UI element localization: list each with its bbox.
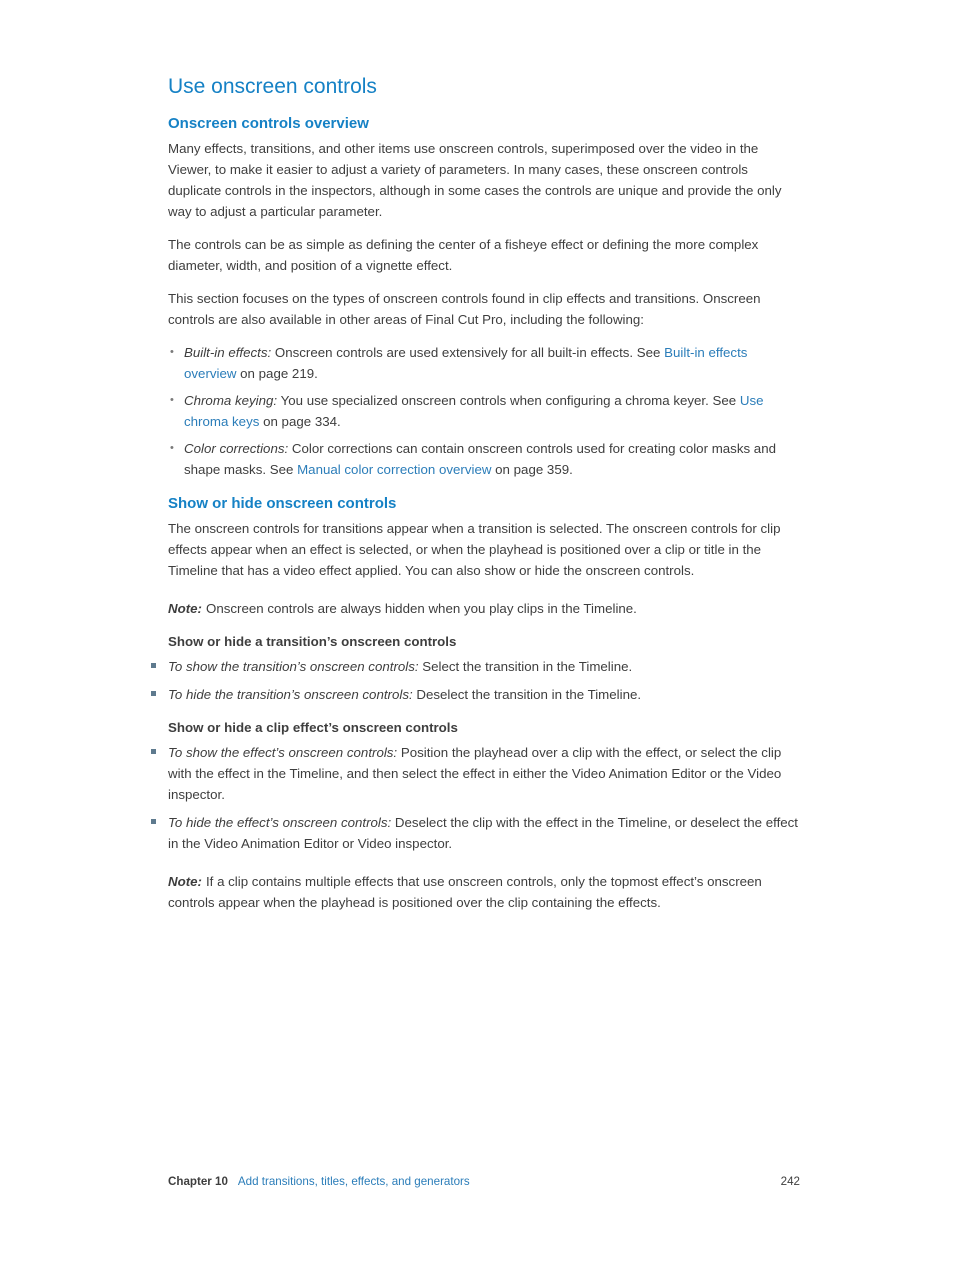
note-label: Note: bbox=[168, 874, 202, 889]
bullet-lead: To hide the effect’s onscreen controls: bbox=[168, 815, 392, 830]
overview-paragraph-3: This section focuses on the types of onscreen controls found in clip effects and transitions. Onscreen controls are also available in other areas of Final Cut Pro, including the following: bbox=[168, 291, 761, 327]
list-item bbox=[168, 656, 800, 677]
overview-paragraph-1: Many effects, transitions, and other items use onscreen controls, superimposed over the video in the Viewer, to make it easier to adjust a variety of parameters. In many cases, these onscreen controls duplicate controls in the inspectors, although in some cases the controls are unique and provide the only way to adjust a particular parameter. bbox=[168, 141, 782, 219]
list-item bbox=[168, 342, 800, 384]
transition-controls-heading: Show or hide a transition’s onscreen controls bbox=[168, 634, 457, 649]
note-text: Onscreen controls are always hidden when you play clips in the Timeline. bbox=[205, 601, 637, 616]
section-show-hide bbox=[168, 494, 800, 913]
list-item bbox=[168, 684, 800, 705]
bullet-text: Position the playhead over a clip with the effect, or select the clip with the effect in the Timeline, and then select the effect in either the Video Animation Editor or the Video inspector. bbox=[168, 745, 782, 802]
bullet-lead: Built-in effects: bbox=[184, 345, 272, 360]
bullet-text: Select the transition in the Timeline. bbox=[418, 659, 633, 674]
bullet-after: on page 334. bbox=[259, 414, 341, 429]
show-hide-heading: Show or hide onscreen controls bbox=[168, 495, 397, 512]
link-use-chroma-keys[interactable]: Use chroma keys bbox=[184, 393, 764, 429]
footer-page-number: 242 bbox=[780, 1175, 800, 1188]
note-paragraph-1 bbox=[168, 598, 800, 619]
bullet-text: Deselect the clip with the effect in the Timeline, or deselect the effect in the Video Animation Editor or Video inspector. bbox=[168, 815, 798, 851]
section-overview bbox=[168, 114, 800, 480]
list-item bbox=[168, 742, 800, 805]
footer-chapter-label: Chapter 10 bbox=[168, 1175, 228, 1188]
bullet-lead: To show the effect’s onscreen controls: bbox=[168, 745, 398, 760]
overview-paragraph-2: The controls can be as simple as defining the center of a fisheye effect or defining the more complex diameter, width, and position of a vignette effect. bbox=[168, 237, 759, 273]
link-built-in-effects-overview[interactable]: Built-in effects overview bbox=[184, 345, 748, 381]
overview-heading: Onscreen controls overview bbox=[168, 115, 369, 132]
effect-bullet-list bbox=[168, 742, 800, 854]
bullet-text: Deselect the transition in the Timeline. bbox=[412, 687, 642, 702]
list-item bbox=[168, 438, 800, 480]
bullet-lead: Chroma keying: bbox=[184, 393, 278, 408]
overview-bullet-list bbox=[168, 342, 800, 480]
bullet-text: You use specialized onscreen controls when configuring a chroma keyer. See bbox=[277, 393, 740, 408]
page-content bbox=[168, 74, 800, 925]
bullet-lead: To hide the transition’s onscreen controls: bbox=[168, 687, 413, 702]
page-footer bbox=[168, 1174, 800, 1189]
link-manual-color-correction-overview[interactable]: Manual color correction overview bbox=[297, 462, 492, 477]
bullet-lead: To show the transition’s onscreen controls: bbox=[168, 659, 419, 674]
note-text: If a clip contains multiple effects that use onscreen controls, only the topmost effect’s onscreen controls appear when the playhead is positioned over the clip containing the effects. bbox=[168, 874, 762, 910]
bullet-after: on page 219. bbox=[236, 366, 318, 381]
note-paragraph-2 bbox=[168, 871, 800, 913]
bullet-text: Onscreen controls are used extensively for all built-in effects. See bbox=[271, 345, 665, 360]
footer-chapter-link[interactable]: Add transitions, titles, effects, and generators bbox=[237, 1175, 470, 1188]
note-label: Note: bbox=[168, 601, 202, 616]
effect-controls-heading: Show or hide a clip effect’s onscreen controls bbox=[168, 720, 458, 735]
list-item bbox=[168, 812, 800, 854]
list-item bbox=[168, 390, 800, 432]
bullet-lead: Color corrections: bbox=[184, 441, 289, 456]
page-title: Use onscreen controls bbox=[168, 75, 377, 98]
transition-bullet-list bbox=[168, 656, 800, 705]
bullet-text: Color corrections can contain onscreen controls used for creating color masks and shape masks. See bbox=[184, 441, 776, 477]
bullet-after: on page 359. bbox=[491, 462, 573, 477]
show-hide-paragraph: The onscreen controls for transitions appear when a transition is selected. The onscreen controls for clip effects appear when an effect is selected, or when the playhead is positioned over a clip or title in the Timeline that has a video effect applied. You can also show or hide the onscreen controls. bbox=[168, 521, 781, 578]
